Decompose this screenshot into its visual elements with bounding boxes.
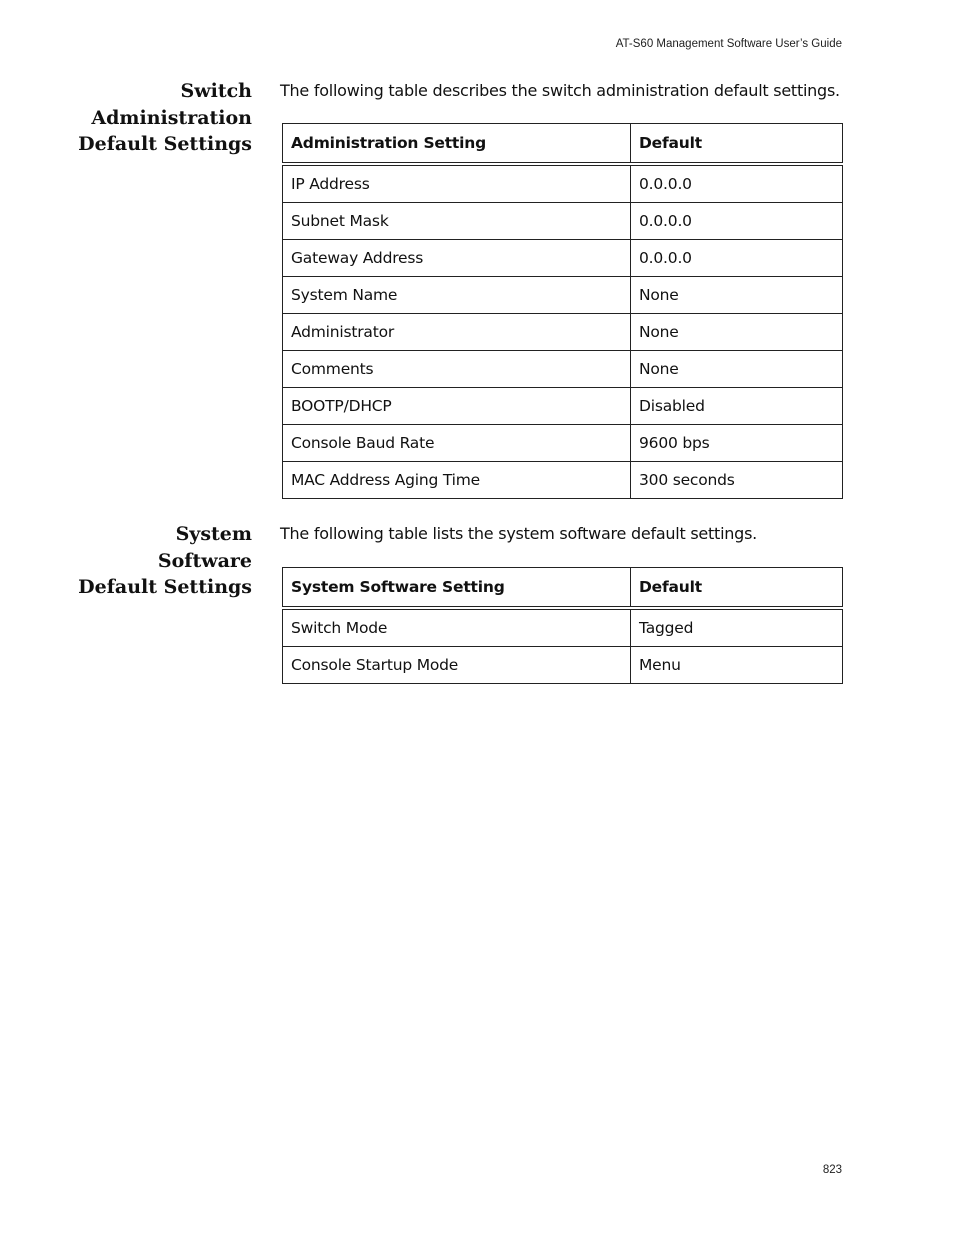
- section-heading-line: Software: [157, 549, 252, 572]
- default-cell: Disabled: [631, 388, 843, 425]
- section-heading-system-software: [32, 521, 252, 601]
- column-header-default: Default: [631, 124, 843, 165]
- setting-cell: BOOTP/DHCP: [283, 388, 631, 425]
- intro-paragraph-system-software: The following table lists the system software default settings.: [280, 524, 757, 543]
- setting-cell: IP Address: [283, 164, 631, 203]
- table-header-row: [283, 124, 843, 165]
- table-row: [283, 351, 843, 388]
- table-row: [283, 462, 843, 499]
- column-header-setting: Administration Setting: [283, 124, 631, 165]
- section-heading-line: System: [175, 523, 252, 545]
- table-system-software-defaults: [282, 567, 843, 684]
- setting-cell: Console Startup Mode: [283, 647, 631, 684]
- table-row: [283, 277, 843, 314]
- section-heading-line: Default Settings: [78, 576, 252, 598]
- setting-cell: Console Baud Rate: [283, 425, 631, 462]
- setting-cell: Comments: [283, 351, 631, 388]
- table-row: [283, 203, 843, 240]
- default-cell: 9600 bps: [631, 425, 843, 462]
- intro-paragraph-switch-administration: The following table describes the switch administration default settings.: [280, 81, 840, 100]
- default-cell: None: [631, 314, 843, 351]
- default-cell: 0.0.0.0: [631, 164, 843, 203]
- setting-cell: Gateway Address: [283, 240, 631, 277]
- setting-cell: Administrator: [283, 314, 631, 351]
- section-heading-line: Default Settings: [78, 133, 252, 155]
- table-row: [283, 314, 843, 351]
- setting-cell: MAC Address Aging Time: [283, 462, 631, 499]
- default-cell: Menu: [631, 647, 843, 684]
- setting-cell: Switch Mode: [283, 608, 631, 647]
- running-header: AT-S60 Management Software User’s Guide: [615, 38, 842, 50]
- table-row: [283, 608, 843, 647]
- default-cell: Tagged: [631, 608, 843, 647]
- default-cell: 300 seconds: [631, 462, 843, 499]
- table-row: [283, 425, 843, 462]
- default-cell: 0.0.0.0: [631, 240, 843, 277]
- default-cell: None: [631, 351, 843, 388]
- table-row: [283, 647, 843, 684]
- section-heading-switch-administration: [32, 78, 252, 158]
- column-header-setting: System Software Setting: [283, 568, 631, 609]
- table-row: [283, 388, 843, 425]
- setting-cell: System Name: [283, 277, 631, 314]
- section-heading-line: Switch: [180, 80, 252, 102]
- column-header-default: Default: [631, 568, 843, 609]
- table-header-row: [283, 568, 843, 609]
- setting-cell: Subnet Mask: [283, 203, 631, 240]
- table-row: [283, 240, 843, 277]
- table-row: [283, 164, 843, 203]
- table-switch-administration-defaults: [282, 123, 843, 499]
- section-heading-line: Administration: [91, 106, 252, 129]
- default-cell: None: [631, 277, 843, 314]
- page-number: 823: [822, 1164, 842, 1176]
- default-cell: 0.0.0.0: [631, 203, 843, 240]
